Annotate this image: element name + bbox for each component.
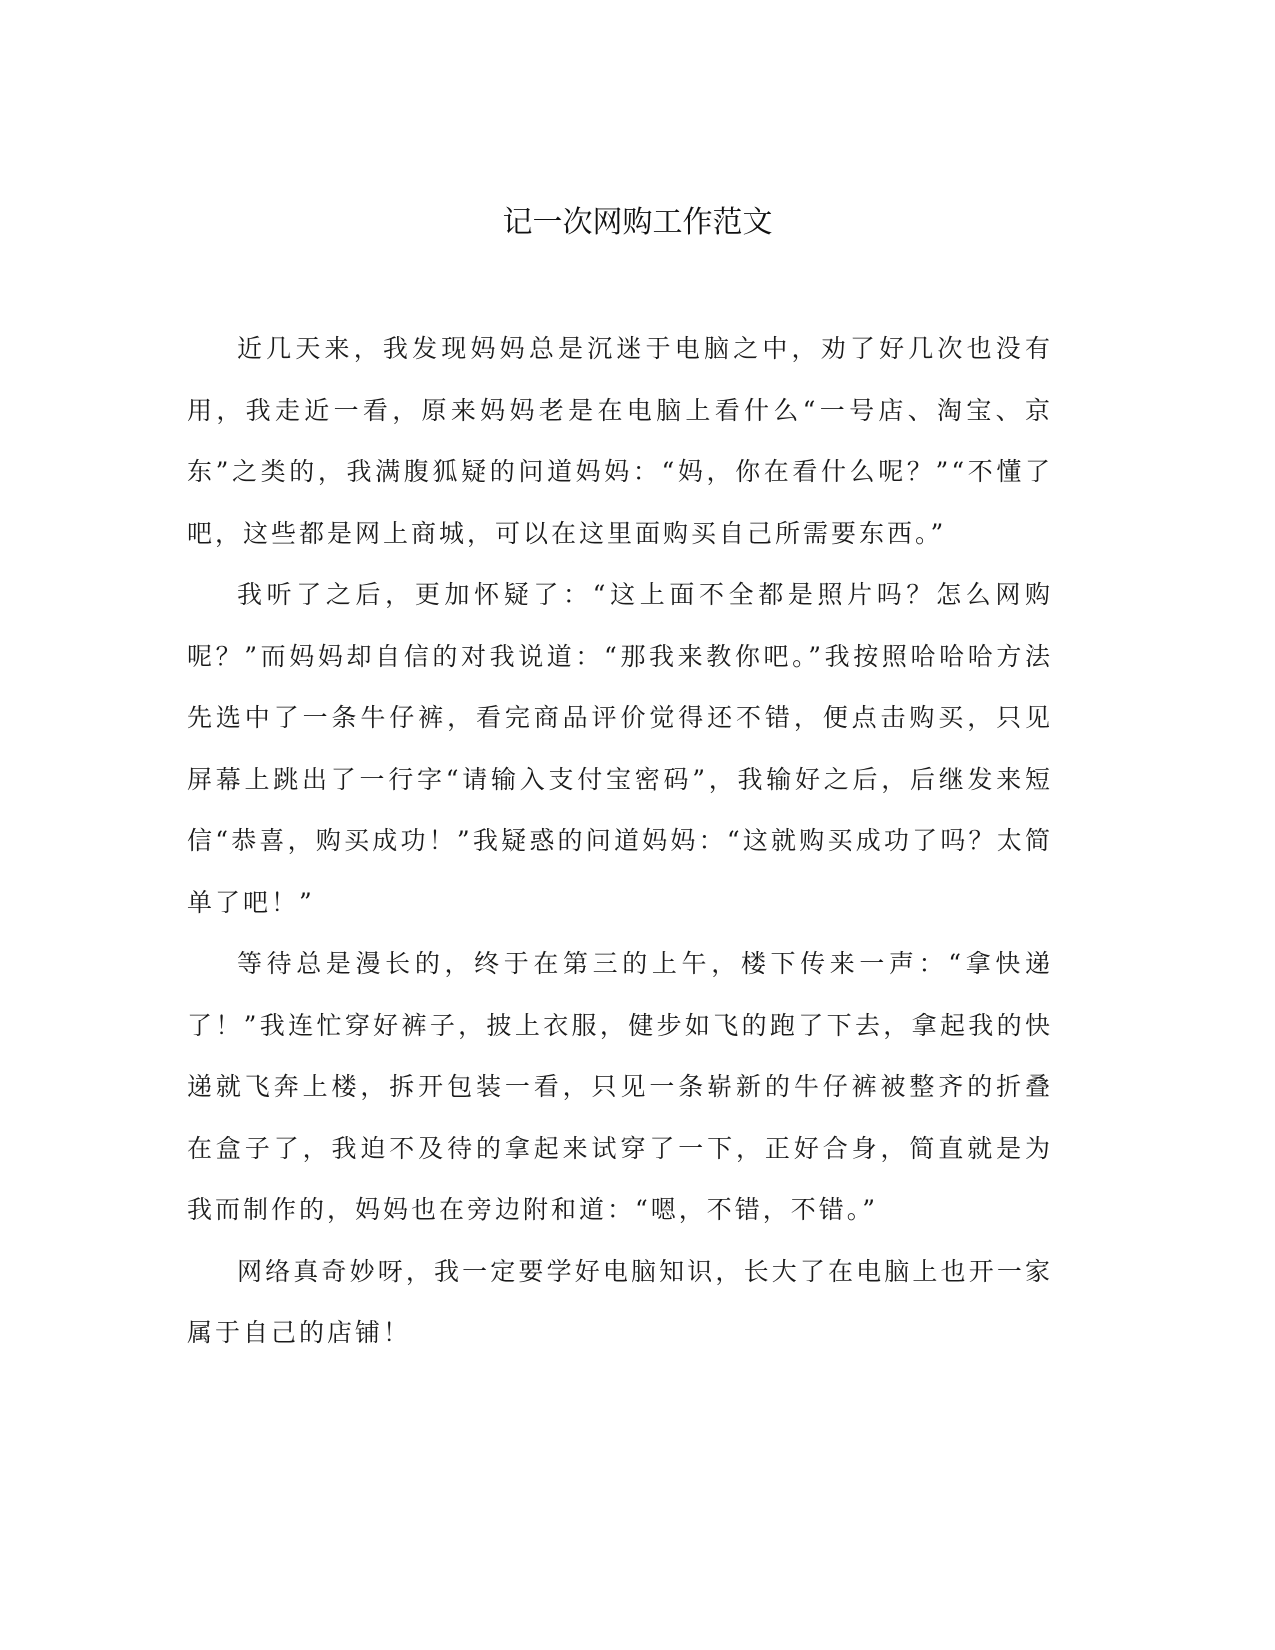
paragraph-1: 近几天来，我发现妈妈总是沉迷于电脑之中，劝了好几次也没有用，我走近一看，原来妈妈老是在电脑上看什么“一号店、淘宝、京东”之类的，我满腹狐疑的问道妈妈：“妈，你在看什么呢？”“不懂了吧，这些都是网上商城，可以在这里面购买自己所需要东西。” xyxy=(187,334,1053,548)
document-title: 记一次网购工作范文 xyxy=(502,205,773,240)
document-body xyxy=(187,318,1053,1364)
paragraph-4: 网络真奇妙呀，我一定要学好电脑知识，长大了在电脑上也开一家属于自己的店铺！ xyxy=(187,1256,1053,1347)
paragraph-2: 我听了之后，更加怀疑了：“这上面不全都是照片吗？怎么网购呢？”而妈妈却自信的对我说道：“那我来教你吧。”我按照哈哈哈方法先选中了一条牛仔裤，看完商品评价觉得还不错，便点击购买，只见屏幕上跳出了一行字“请输入支付宝密码”，我输好之后，后继发来短信“恭喜，购买成功！”我疑惑的问道妈妈：“这就购买成功了吗？太简单了吧！” xyxy=(187,580,1053,917)
paragraph-3: 等待总是漫长的，终于在第三的上午，楼下传来一声：“拿快递了！”我连忙穿好裤子，披上衣服，健步如飞的跑了下去，拿起我的快递就飞奔上楼，拆开包装一看，只见一条崭新的牛仔裤被整齐的折叠在盒子了，我迫不及待的拿起来试穿了一下，正好合身，简直就是为我而制作的，妈妈也在旁边附和道：“嗯，不错，不错。” xyxy=(187,949,1053,1224)
